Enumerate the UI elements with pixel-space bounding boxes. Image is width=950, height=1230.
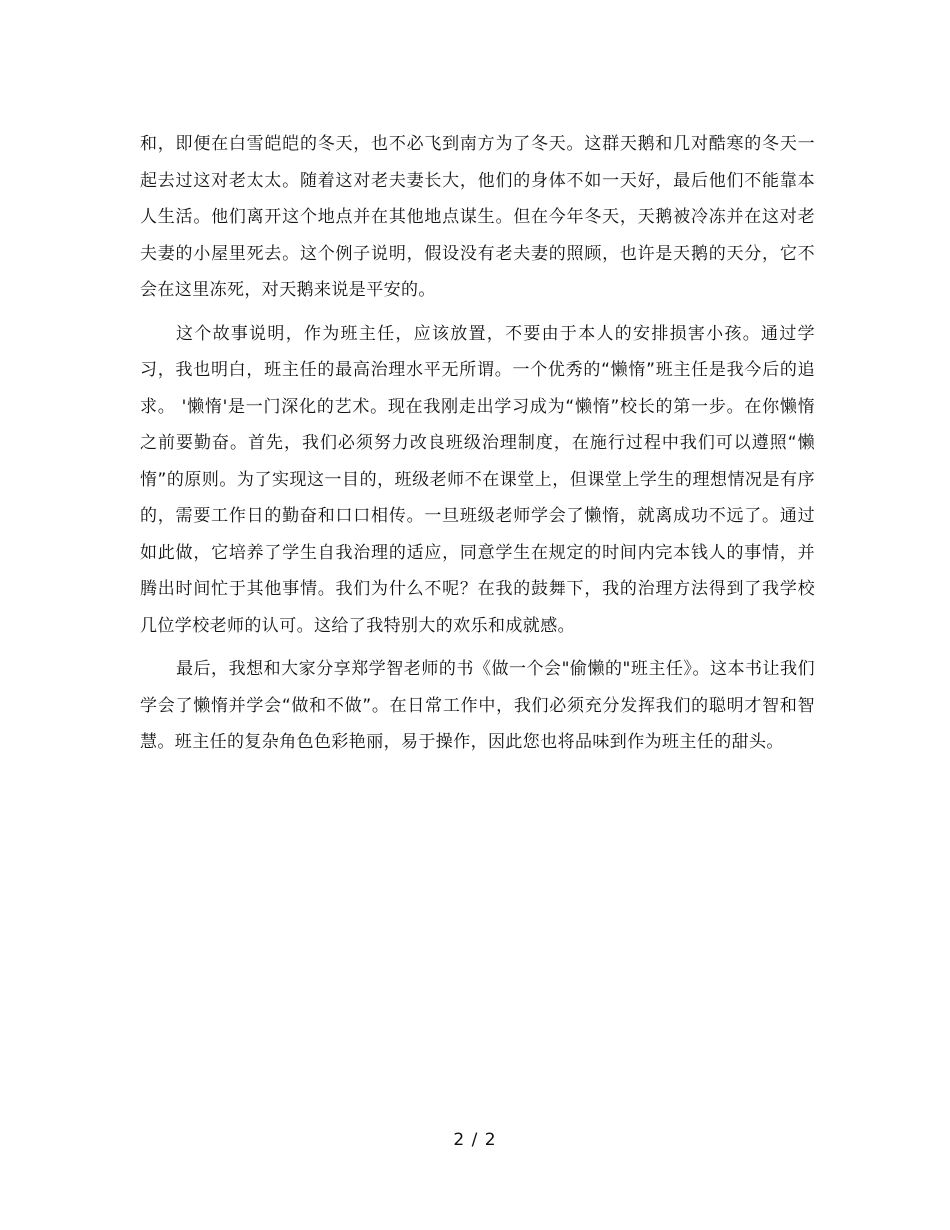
page-body bbox=[140, 126, 815, 761]
paragraph-1: 和，即便在白雪皑皑的冬天，也不必飞到南方为了冬天。这群天鹅和几对酷寒的冬天一起去过这对老太太。随着这对老夫妻长大，他们的身体不如一天好，最后他们不能靠本人生活。他们离开这个地点并在其他地点谋生。但在今年冬天，天鹅被冷冻并在这对老夫妻的小屋里死去。这个例子说明，假设没有老夫妻的照顾，也许是天鹅的天分，它不会在这里冻死，对天鹅来说是平安的。 bbox=[140, 134, 815, 300]
paragraph-2: 这个故事说明，作为班主任，应该放置，不要由于本人的安排损害小孩。通过学习，我也明白，班主任的最高治理水平无所谓。一个优秀的“懒惰”班主任是我今后的追求。 '懒惰'是一门深化的艺术。现在我刚走出学习成为“懒惰”校长的第一步。在你懒惰之前要勤奋。首先，我们必须努力改良班级治理制度，在施行过程中我们可以遵照“懒惰”的原则。为了实现这一目的，班级老师不在课堂上，但课堂上学生的理想情况是有序的，需要工作日的勤奋和口口相传。一旦班级老师学会了懒惰，就离成功不远了。通过如此做，它培养了学生自我治理的适应，同意学生在规定的时间内完本钱人的事情，并腾出时间忙于其他事情。我们为什么不呢？在我的鼓舞下，我的治理方法得到了我学校几位学校老师的认可。这给了我特别大的欢乐和成就感。 bbox=[140, 323, 815, 636]
paragraph-3: 最后，我想和大家分享郑学智老师的书《做一个会"偷懒的"班主任》。这本书让我们学会了懒惰并学会“做和不做”。在日常工作中，我们必须充分发挥我们的聪明才智和智慧。班主任的复杂角色色彩艳丽，易于操作，因此您也将品味到作为班主任的甜头。 bbox=[140, 659, 815, 752]
page-number: 2 / 2 bbox=[453, 1130, 497, 1150]
